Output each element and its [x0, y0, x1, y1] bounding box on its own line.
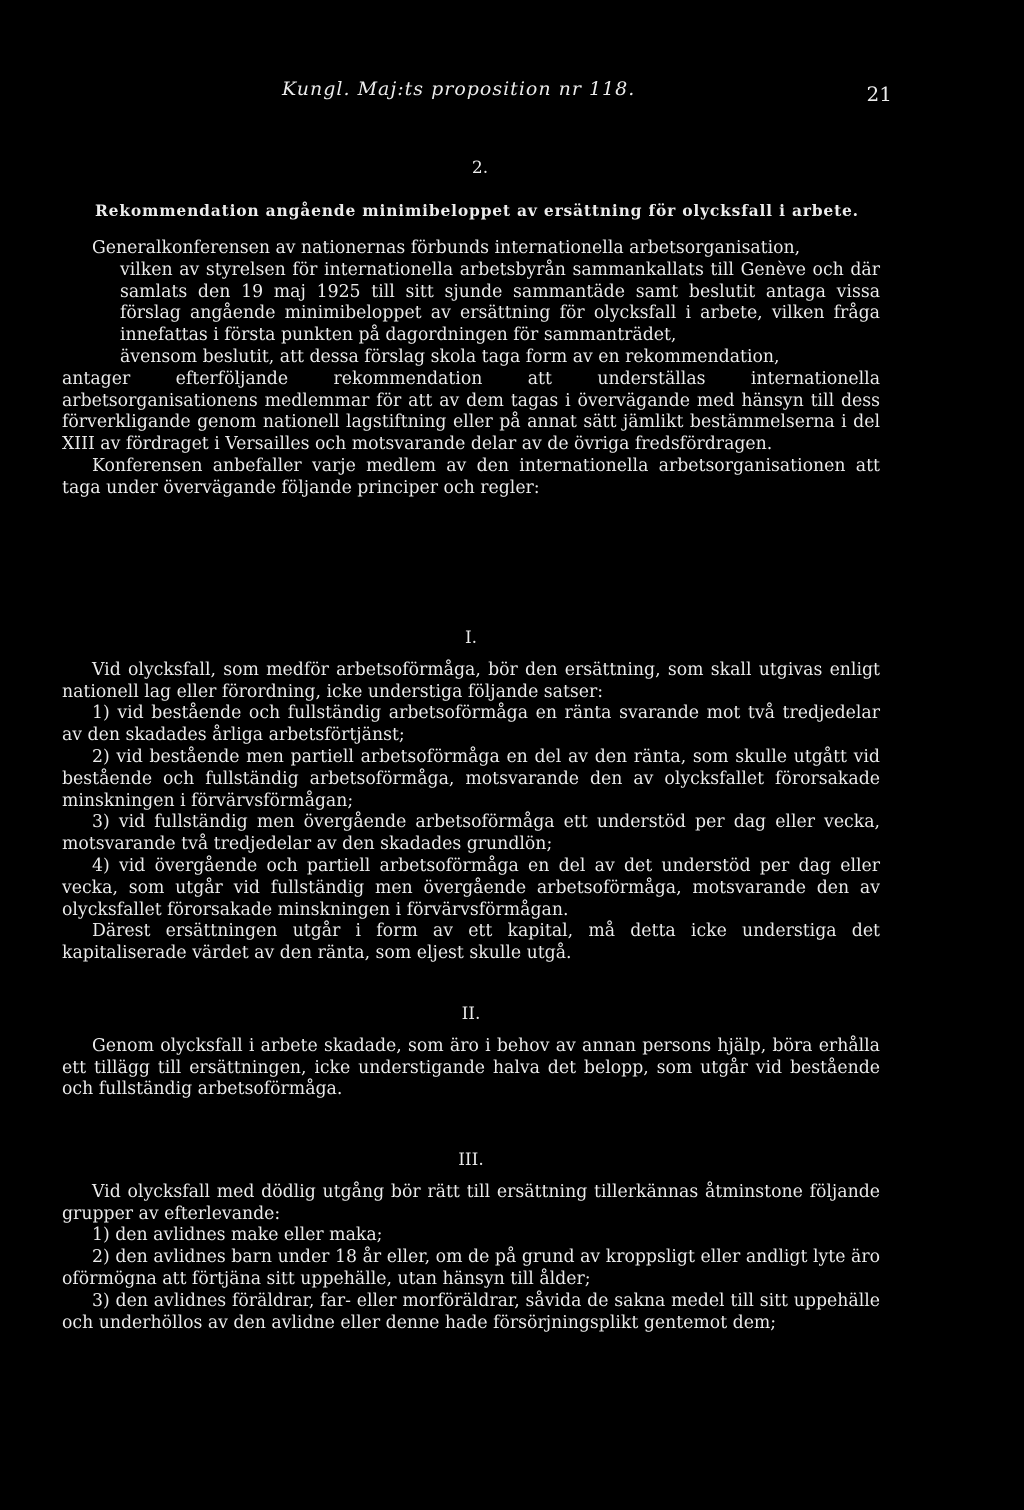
- preamble: [62, 238, 880, 500]
- section-paragraph: Vid olycksfall, som medför arbetsoförmåga, bör den ersättning, som skall utgivas enligt nationell lag eller förordning, icke understiga följande satser:: [62, 659, 880, 702]
- section-paragraph: 3) den avlidnes föräldrar, far- eller morföräldrar, såvida de sakna medel till sitt uppehälle och underhöllos av den avlidne eller denne hade försörjningsplikt gentemot dem;: [62, 1290, 880, 1333]
- section-paragraph: Genom olycksfall i arbete skadade, som äro i behov av annan persons hjälp, böra erhålla ett tillägg till ersättningen, icke understigande halva det belopp, som utgår vid bestående och fullständig arbetsoförmåga.: [62, 1035, 880, 1100]
- preamble-paragraph: antager efterföljande rekommendation att underställas internationella arbetsorganisationens medlemmar för att av dem tagas i övervägande med hänsyn till dess förverkligande genom nationell lagstiftning eller på annat sätt jämlikt bestämmelserna i del XIII av fördraget i Versailles och motsvarande delar av de övriga fredsfördragen.: [62, 368, 880, 455]
- page-number: 21: [866, 82, 892, 106]
- section-iii: [62, 1150, 880, 1334]
- section-numeral: II.: [461, 1004, 481, 1024]
- section-paragraph: 3) vid fullständig men övergående arbetsoförmåga ett understöd per dag eller vecka, motsvarande två tredjedelar av den skadades grundlön;: [62, 812, 880, 855]
- section-numeral: III.: [458, 1150, 484, 1170]
- section-paragraph: 1) vid bestående och fullständig arbetsoförmåga en ränta svarande mot två tredjedelar av den skadades årliga arbetsförtjänst;: [62, 703, 880, 746]
- running-header: [282, 78, 892, 108]
- section-numeral: I.: [464, 628, 478, 648]
- section-paragraph: Vid olycksfall med dödlig utgång bör rätt till ersättning tillerkännas åtminstone följande grupper av efterlevande:: [62, 1181, 880, 1224]
- section-paragraph: 1) den avlidnes make eller maka;: [92, 1225, 383, 1246]
- document-heading: Rekommendation angående minimibeloppet av ersättning för olycksfall i arbete.: [95, 201, 859, 220]
- section-paragraph: 4) vid övergående och partiell arbetsoförmåga en del av det understöd per dag eller vecka, som utgår vid fullständig men övergående arbetsoförmåga, motsvarande den av olycksfallet förorsakade minskningen i förvärvsförmågan.: [62, 855, 880, 920]
- section-number: 2.: [471, 158, 489, 178]
- preamble-paragraph: Generalkonferensen av nationernas förbunds internationella arbetsorganisation,: [92, 238, 801, 258]
- preamble-paragraph: [120, 260, 880, 347]
- section-paragraph: Därest ersättningen utgår i form av ett kapital, må detta icke understiga det kapitaliserade värdet av den ränta, som eljest skulle utgå.: [62, 921, 880, 964]
- section-paragraph: 2) den avlidnes barn under 18 år eller, om de på grund av kroppsligt eller andligt lyte äro oförmögna att förtjäna sitt uppehälle, utan hänsyn till ålder;: [62, 1247, 880, 1289]
- section-i: [62, 628, 880, 965]
- preamble-paragraph: ävensom beslutit, att dessa förslag skola taga form av en rekommendation,: [120, 346, 780, 367]
- preamble-text: vilken av styrelsen för internationella arbetsbyrån sammankallats till Genève och där samlats den 19 maj 1925 till sitt sjunde sammantäde samt beslutit antaga vissa förslag angående minimibeloppet av ersättning för olycksfall i arbete, vilken fråga innefattas i första punkten på dagordningen för sammanträdet,: [120, 259, 880, 346]
- section-ii: [62, 1004, 880, 1101]
- preamble-paragraph: Konferensen anbefaller varje medlem av den internationella arbetsorganisationen att taga under övervägande följande principer och regler:: [62, 455, 880, 498]
- publication-title: Kungl. Maj:ts proposition nr 118.: [282, 78, 636, 100]
- section-paragraph: 2) vid bestående men partiell arbetsoförmåga en del av den ränta, som skulle utgått vid bestående och fullständig arbetsoförmåga, motsvarande den av olycksfallet förorsakade minskningen i förvärvsförmågan;: [62, 746, 880, 811]
